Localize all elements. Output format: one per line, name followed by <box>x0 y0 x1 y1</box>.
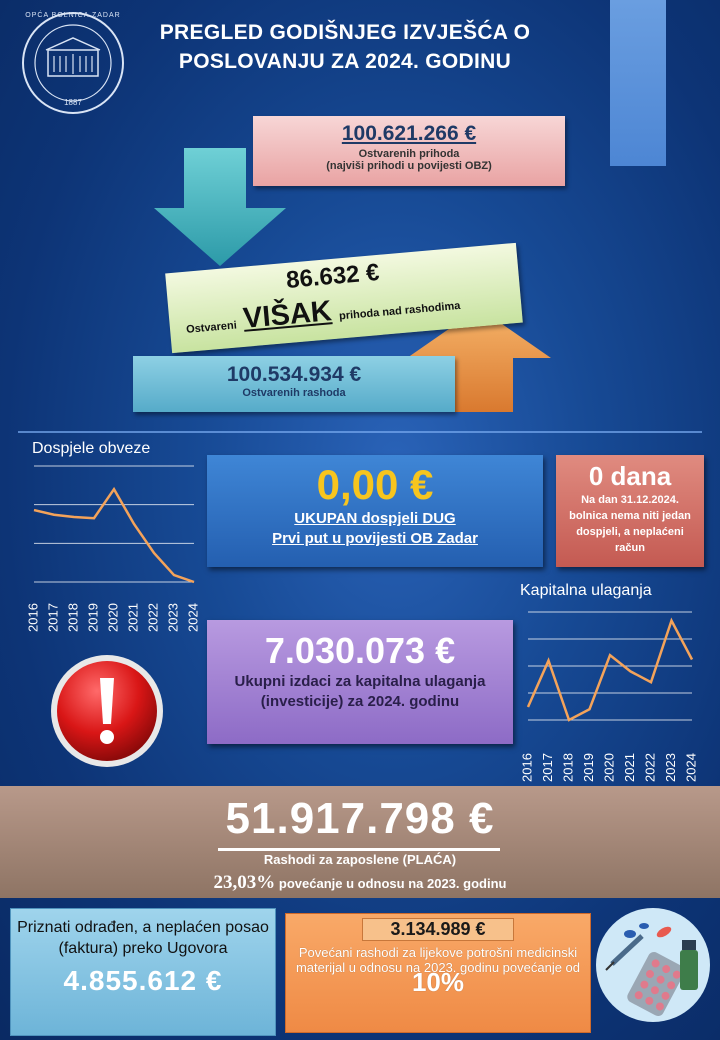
tick-label: 2017 <box>539 753 555 782</box>
medical-text <box>286 945 590 997</box>
invoices-card <box>10 908 276 1036</box>
revenue-note: (najviši prihodi u povijesti OBZ) <box>326 160 492 172</box>
tick-label: 2022 <box>642 753 658 782</box>
medical-description: Povećani rashodi za lijekove potrošni medicinski materijal u odnosu na 2023. godinu povećanje od <box>295 945 581 975</box>
tick-label: 2019 <box>580 753 596 782</box>
tick-label: 2020 <box>105 603 121 632</box>
salaries-pct: 23,03% <box>213 872 276 893</box>
tick-label: 2019 <box>85 603 101 632</box>
tick-label: 2023 <box>662 753 678 782</box>
tick-label: 2021 <box>125 603 141 632</box>
expenses-label: Ostvarenih rashoda <box>242 387 346 399</box>
series-line <box>528 621 692 720</box>
salaries-amount: 51.917.798 € <box>225 794 495 843</box>
days-amount: 0 dana <box>588 461 672 491</box>
invoices-amount: 4.855.612 € <box>63 965 223 996</box>
page-title <box>110 18 580 76</box>
section-divider <box>18 431 702 433</box>
tick-label: 2016 <box>519 753 535 782</box>
tick-label: 2022 <box>145 603 161 632</box>
surplus-amount: 86.632 € <box>285 258 381 294</box>
surplus-highlight: VIŠAK <box>241 295 333 335</box>
capital-amount: 7.030.073 € <box>264 630 456 671</box>
invoices-text: Priznati odrađen, a neplaćen posao (faktura) preko Ugovora <box>17 919 269 957</box>
medical-card <box>285 913 591 1033</box>
logo-year: 1887 <box>64 98 82 107</box>
decorative-bar <box>610 0 666 166</box>
debt-card <box>207 455 543 567</box>
revenue-amount: 100.621.266 € <box>341 122 477 145</box>
tick-label: 2016 <box>25 603 41 632</box>
salaries-label: Rashodi za zaposlene (PLAĆA) <box>263 852 457 867</box>
medical-amount-box <box>362 918 514 941</box>
tick-label: 2024 <box>185 603 200 632</box>
debt-amount: 0,00 € <box>316 461 434 508</box>
tick-label: 2018 <box>560 753 576 782</box>
salaries-increase <box>0 872 720 894</box>
tick-label: 2024 <box>683 753 699 782</box>
days-card <box>556 455 704 567</box>
logo-text: OPĆA BOLNICA ZADAR <box>25 12 121 19</box>
medical-amount: 3.134.989 € <box>390 919 486 939</box>
warning-icon <box>48 652 166 770</box>
surplus-prefix: Ostvareni <box>185 319 238 336</box>
medicine-icon <box>594 906 712 1024</box>
expenses-amount: 100.534.934 € <box>226 363 362 386</box>
tick-label: 2017 <box>45 603 61 632</box>
series-line <box>34 489 194 582</box>
chart-title-capital: Kapitalna ulaganja <box>520 582 652 599</box>
salaries-pct-text: povećanje u odnosu na 2023. godinu <box>278 876 507 891</box>
chart-title-obligations: Dospjele obveze <box>32 440 151 457</box>
title-line-2: POSLOVANJU ZA 2024. GODINU <box>178 50 512 73</box>
tick-label: 2023 <box>165 603 181 632</box>
capital-text: Ukupni izdaci za kapitalna ulaganja (investicije) za 2024. godinu <box>234 673 486 710</box>
capital-card <box>207 620 513 744</box>
title-line-1: PREGLED GODIŠNJEG IZVJEŠĆA O <box>159 21 531 44</box>
tick-label: 2018 <box>65 603 81 632</box>
capital-chart <box>512 606 702 784</box>
medical-pct: 10% <box>411 967 465 997</box>
debt-line-1: UKUPAN dospjeli DUG <box>294 510 456 527</box>
tick-label: 2020 <box>601 753 617 782</box>
tick-label: 2021 <box>621 753 637 782</box>
salaries-underline <box>218 848 500 851</box>
days-text: Na dan 31.12.2024. bolnica nema niti jedan dospjeli, a neplaćeni račun <box>569 494 691 554</box>
debt-line-2: Prvi put u povijesti OB Zadar <box>272 530 478 547</box>
revenue-label: Ostvarenih prihoda <box>358 148 460 160</box>
surplus-suffix: prihoda nad rashodima <box>338 299 461 323</box>
expenses-card <box>133 356 455 412</box>
obligations-chart <box>20 464 200 634</box>
revenue-card <box>253 116 565 186</box>
